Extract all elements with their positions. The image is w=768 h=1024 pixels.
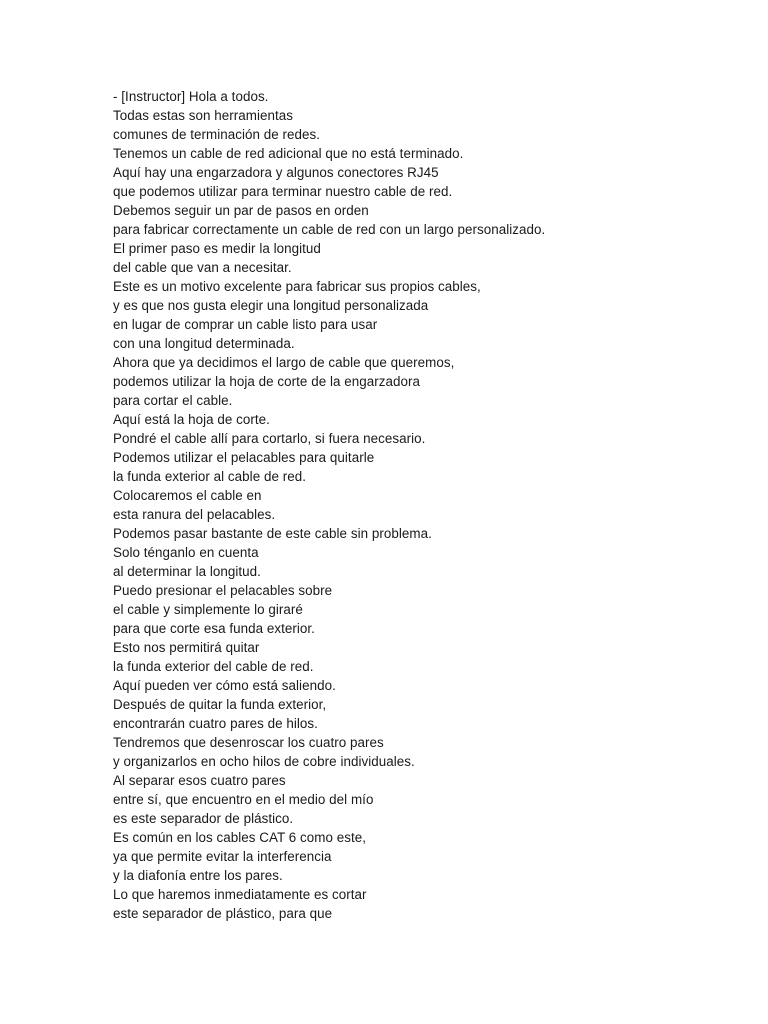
transcript-line: - [Instructor] Hola a todos. (113, 89, 269, 104)
transcript-line: que podemos utilizar para terminar nuestro cable de red. (113, 184, 453, 199)
transcript-line: Todas estas son herramientas (113, 108, 294, 123)
transcript-line: y organizarlos en ocho hilos de cobre individuales. (113, 754, 415, 769)
transcript-line: Puedo presionar el pelacables sobre (113, 583, 333, 598)
transcript-line: Debemos seguir un par de pasos en orden (113, 203, 369, 218)
transcript-line: Solo ténganlo en cuenta (113, 545, 259, 560)
transcript-line: ya que permite evitar la interferencia (113, 849, 332, 864)
transcript-line: al determinar la longitud. (113, 564, 261, 579)
transcript-line: comunes de terminación de redes. (113, 127, 321, 142)
transcript-line: Podemos pasar bastante de este cable sin problema. (113, 526, 432, 541)
transcript-line: Aquí pueden ver cómo está saliendo. (113, 678, 336, 693)
transcript-line: encontrarán cuatro pares de hilos. (113, 716, 318, 731)
transcript-line: podemos utilizar la hoja de corte de la engarzadora (113, 374, 421, 389)
transcript-line: Tendremos que desenroscar los cuatro pares (113, 735, 384, 750)
transcript-line: Pondré el cable allí para cortarlo, si fuera necesario. (113, 431, 426, 446)
transcript-line: Colocaremos el cable en (113, 488, 262, 503)
transcript-line: esta ranura del pelacables. (113, 507, 276, 522)
transcript-line: es este separador de plástico. (113, 811, 294, 826)
transcript-line: para fabricar correctamente un cable de red con un largo personalizado. (113, 222, 546, 237)
transcript-line: Después de quitar la funda exterior, (113, 697, 327, 712)
transcript-line: en lugar de comprar un cable listo para usar (113, 317, 378, 332)
transcript-line: Aquí está la hoja de corte. (113, 412, 270, 427)
transcript-line: Podemos utilizar el pelacables para quitarle (113, 450, 375, 465)
transcript-line: la funda exterior del cable de red. (113, 659, 314, 674)
transcript-line: para que corte esa funda exterior. (113, 621, 315, 636)
transcript-line: El primer paso es medir la longitud (113, 241, 321, 256)
transcript-line: la funda exterior al cable de red. (113, 469, 307, 484)
transcript-line: Tenemos un cable de red adicional que no está terminado. (113, 146, 464, 161)
transcript-line: del cable que van a necesitar. (113, 260, 292, 275)
transcript-line: Es común en los cables CAT 6 como este, (113, 830, 367, 845)
transcript-line: Esto nos permitirá quitar (113, 640, 260, 655)
transcript-line: con una longitud determinada. (113, 336, 295, 351)
transcript-line: Ahora que ya decidimos el largo de cable que queremos, (113, 355, 455, 370)
transcript-line: entre sí, que encuentro en el medio del mío (113, 792, 374, 807)
transcript-line: Este es un motivo excelente para fabricar sus propios cables, (113, 279, 481, 294)
transcript-line: Al separar esos cuatro pares (113, 773, 286, 788)
transcript-line: Aquí hay una engarzadora y algunos conectores RJ45 (113, 165, 439, 180)
transcript-line: Lo que haremos inmediatamente es cortar (113, 887, 367, 902)
transcript-line: este separador de plástico, para que (113, 906, 333, 921)
transcript-line: el cable y simplemente lo giraré (113, 602, 303, 617)
transcript-text (113, 87, 733, 923)
transcript-line: y es que nos gusta elegir una longitud personalizada (113, 298, 429, 313)
transcript-line: y la diafonía entre los pares. (113, 868, 283, 883)
transcript-line: para cortar el cable. (113, 393, 233, 408)
